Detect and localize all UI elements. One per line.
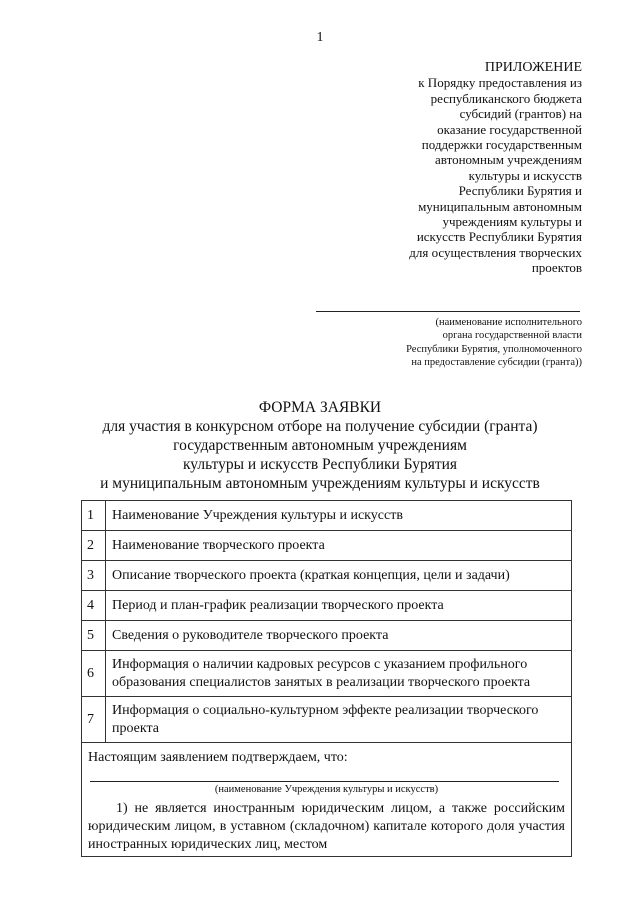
form-title-line: для участия в конкурсном отборе на получение субсидии (гранта) <box>102 418 538 435</box>
page-number: 1 <box>316 30 324 45</box>
appendix-line: проектов <box>531 260 582 276</box>
appendix-heading: ПРИЛОЖЕНИЕ <box>484 60 582 75</box>
appendix-line: искусств Республики Бурятия <box>416 229 582 245</box>
appendix-line: оказание государственной <box>437 121 582 137</box>
form-title-heading: ФОРМА ЗАЯВКИ <box>258 399 382 416</box>
form-title-line: и муниципальным автономным учреждениям культуры и искусств <box>100 475 540 492</box>
appendix-line: поддержки государственным <box>421 137 582 153</box>
table-row <box>82 531 572 561</box>
form-title <box>0 398 640 493</box>
table-row <box>82 561 572 591</box>
form-title-line: культуры и искусств Республики Бурятия <box>182 456 458 473</box>
table-row <box>82 651 572 697</box>
row-text: Информация о наличии кадровых ресурсов с указанием профильного образования специалистов занятых в реализации творческого проекта <box>106 651 572 697</box>
row-number: 5 <box>82 621 106 651</box>
row-text: Описание творческого проекта (краткая концепция, цели и задачи) <box>106 561 572 591</box>
appendix-line: культуры и искусств <box>468 167 582 183</box>
form-title-line: государственным автономным учреждениям <box>173 437 467 454</box>
recipient-note-line: Республики Бурятия, уполномоченного <box>406 343 582 355</box>
appendix-line: учреждениям культуры и <box>442 214 582 230</box>
row-number: 2 <box>82 531 106 561</box>
application-form-table <box>81 500 572 857</box>
declaration-intro: Настоящим заявлением подтверждаем, что: <box>88 750 348 765</box>
row-number: 7 <box>82 697 106 743</box>
appendix-line: муниципальным автономным <box>418 198 582 214</box>
appendix-line: к Порядку предоставления из <box>418 75 582 91</box>
appendix-line: для осуществления творческих <box>409 244 582 260</box>
row-text: Период и план-график реализации творческого проекта <box>106 591 572 621</box>
table-row <box>82 501 572 531</box>
recipient-note <box>318 316 582 369</box>
declaration-text: 1) не является иностранным юридическим лицом, а также российским юридическим лицом, в уставном (складочном) капитале которого доля участия иностранных юридических лиц, местом <box>88 801 565 852</box>
institution-name-note: (наименование Учреждения культуры и искусств) <box>214 784 439 795</box>
appendix-line: республиканского бюджета <box>430 90 582 106</box>
row-number: 4 <box>82 591 106 621</box>
recipient-signature-line <box>316 311 580 312</box>
table-row <box>82 621 572 651</box>
row-text: Сведения о руководителе творческого проекта <box>106 621 572 651</box>
recipient-note-line: (наименование исполнительного <box>435 317 582 328</box>
table-row <box>82 697 572 743</box>
appendix-line: субсидий (грантов) на <box>459 106 582 122</box>
institution-name-line <box>90 781 559 782</box>
row-text: Информация о социально-культурном эффекте реализации творческого проекта <box>106 697 572 743</box>
recipient-note-line: органа государственной власти <box>442 330 582 342</box>
row-number: 3 <box>82 561 106 591</box>
row-number: 1 <box>82 501 106 531</box>
table-row <box>82 591 572 621</box>
appendix-block <box>382 60 582 276</box>
appendix-line: автономным учреждениям <box>435 152 582 168</box>
row-number: 6 <box>82 651 106 697</box>
appendix-line: Республики Бурятия и <box>458 183 582 199</box>
declaration-row <box>82 743 572 857</box>
row-text: Наименование Учреждения культуры и искусств <box>106 501 572 531</box>
declaration-cell <box>82 743 572 857</box>
recipient-note-line: на предоставление субсидии (гранта)) <box>411 356 582 368</box>
row-text: Наименование творческого проекта <box>106 531 572 561</box>
